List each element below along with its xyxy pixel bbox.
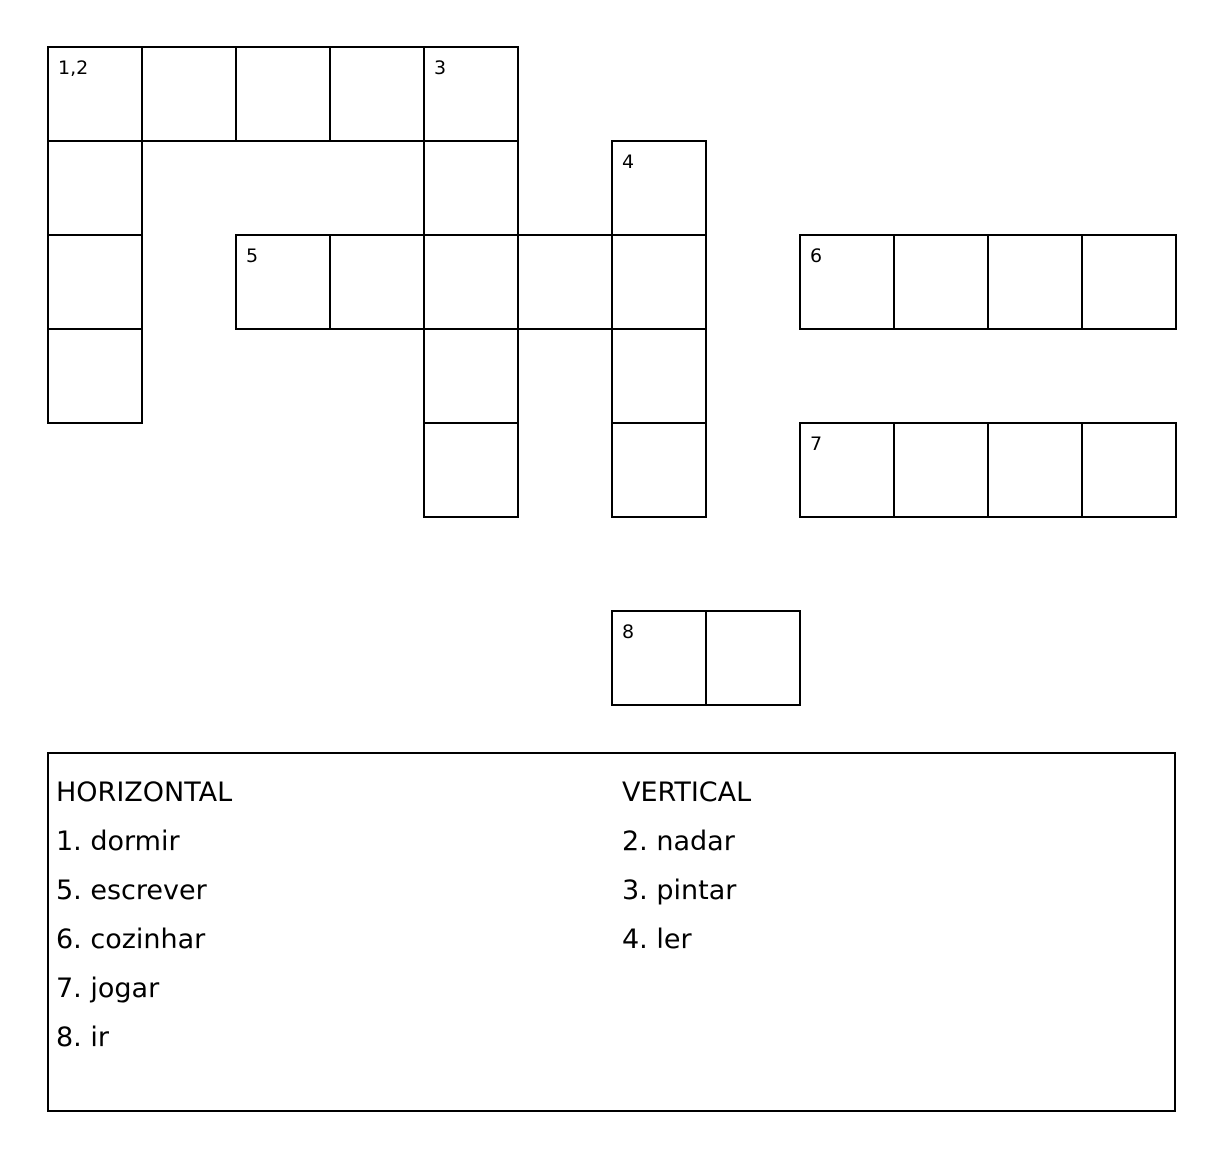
- clue-number: 2.: [622, 826, 648, 857]
- clue-text: cozinhar: [90, 924, 206, 955]
- crossword-cell[interactable]: [987, 234, 1083, 330]
- crossword-cell[interactable]: [1081, 234, 1177, 330]
- across-clues: [56, 768, 232, 1062]
- across-clue-7: [56, 964, 232, 1013]
- crossword-cell[interactable]: [611, 328, 707, 424]
- cell-number: 1,2: [58, 57, 89, 79]
- crossword-cell[interactable]: [141, 46, 237, 142]
- crossword-cell[interactable]: [423, 140, 519, 236]
- clue-text: nadar: [656, 826, 735, 857]
- down-clue-3: [622, 866, 751, 915]
- crossword-cell[interactable]: [423, 46, 519, 142]
- clue-text: ler: [656, 924, 692, 955]
- crossword-cell[interactable]: [47, 328, 143, 424]
- cell-number: 4: [622, 151, 635, 173]
- crossword-cell[interactable]: [423, 234, 519, 330]
- crossword-cell[interactable]: [987, 422, 1083, 518]
- crossword-cell[interactable]: [423, 328, 519, 424]
- crossword-cell[interactable]: [235, 46, 331, 142]
- crossword-cell[interactable]: [423, 422, 519, 518]
- crossword-cell[interactable]: [329, 46, 425, 142]
- across-clue-8: [56, 1013, 232, 1062]
- crossword-cell[interactable]: [611, 422, 707, 518]
- across-heading: HORIZONTAL: [56, 777, 233, 808]
- clue-number: 4.: [622, 924, 648, 955]
- clue-number: 8.: [56, 1022, 82, 1053]
- crossword-cell[interactable]: [799, 234, 895, 330]
- clue-text: jogar: [90, 973, 160, 1004]
- clue-number: 7.: [56, 973, 82, 1004]
- crossword-cell[interactable]: [517, 234, 613, 330]
- clue-text: dormir: [90, 826, 180, 857]
- crossword-cell[interactable]: [611, 140, 707, 236]
- clue-number: 5.: [56, 875, 82, 906]
- crossword-cell[interactable]: [47, 46, 143, 142]
- clue-text: pintar: [656, 875, 737, 906]
- crossword-cell[interactable]: [1081, 422, 1177, 518]
- across-clue-1: [56, 817, 232, 866]
- clue-number: 1.: [56, 826, 82, 857]
- across-clue-6: [56, 915, 232, 964]
- across-clue-5: [56, 866, 232, 915]
- cell-number: 5: [246, 245, 259, 267]
- crossword-cell[interactable]: [329, 234, 425, 330]
- cell-number: 8: [622, 621, 635, 643]
- cell-number: 7: [810, 433, 823, 455]
- clue-number: 3.: [622, 875, 648, 906]
- crossword-cell[interactable]: [705, 610, 801, 706]
- crossword-cell[interactable]: [611, 610, 707, 706]
- crossword-cell[interactable]: [799, 422, 895, 518]
- down-clues: [622, 768, 751, 964]
- crossword-cell[interactable]: [47, 140, 143, 236]
- crossword-cell[interactable]: [611, 234, 707, 330]
- down-heading: VERTICAL: [622, 777, 752, 808]
- crossword-cell[interactable]: [893, 422, 989, 518]
- cell-number: 3: [434, 57, 447, 79]
- clue-box: [47, 752, 1176, 1112]
- cell-number: 6: [810, 245, 823, 267]
- down-clue-4: [622, 915, 751, 964]
- crossword-cell[interactable]: [47, 234, 143, 330]
- crossword-cell[interactable]: [893, 234, 989, 330]
- clue-number: 6.: [56, 924, 82, 955]
- clue-text: escrever: [90, 875, 207, 906]
- clue-text: ir: [90, 1022, 109, 1053]
- crossword-cell[interactable]: [235, 234, 331, 330]
- down-clue-2: [622, 817, 751, 866]
